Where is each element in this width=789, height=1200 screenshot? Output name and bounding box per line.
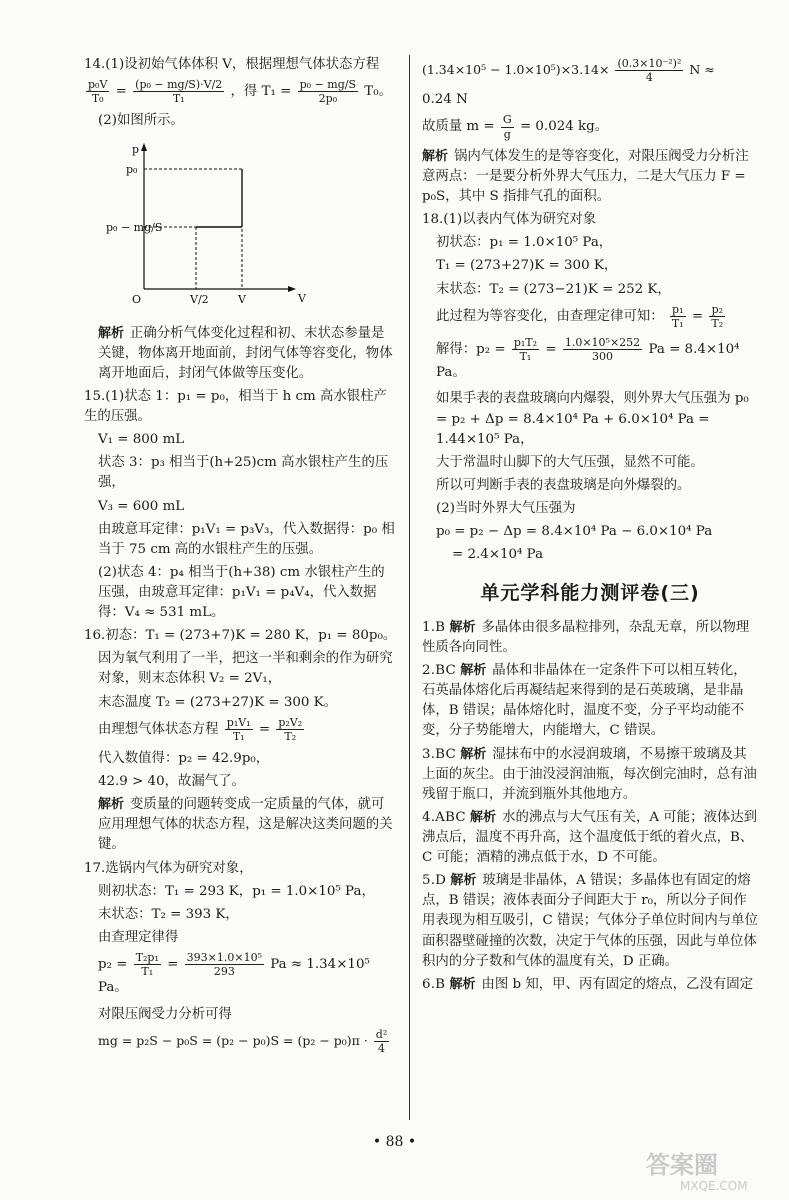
q16-line5: 代入数值得：p₂ = 42.9p₀， [98,751,270,767]
q18-line2: 初状态：p₁ = 1.0×10⁵ Pa， [436,235,613,251]
frac-num: p₁ [670,303,686,317]
answer-text: 由图 b 知，甲、丙有固定的熔点，乙没有固定 [481,976,754,992]
analysis-tag: 解析 [98,325,125,341]
frac-den: T₂ [711,316,724,330]
column-divider [409,55,410,1120]
eq-text: 此过程为等容变化，由查理定律可知： [436,308,664,324]
watermark-text: 答案圈 [646,1151,718,1179]
frac-num: p₁V₁ [226,715,251,729]
answer-text: 湿抹布中的水浸润玻璃，不易擦干玻璃及其上面的灰尘。由于油没浸润油瓶，每次倒完油时，总有油残留于瓶口，并流到瓶外其他地方。 [422,746,757,802]
q15-line3: 状态 3：p₃ 相当于(h+25)cm 高水银柱产生的压强， [98,455,389,491]
q16-line1: 16.初态：T₁ = (273+7)K = 280 K，p₁ = 80p₀。 [84,628,397,644]
answer-item [422,745,758,805]
analysis-tag: 解析 [449,619,476,635]
q17-line4: 由查理定律得 [98,929,179,945]
x-arrow-icon [288,286,296,292]
analysis-text: 变质量的问题转变成一定质量的气体，就可应用理想气体的状态方程，这是解决这类问题的关键。 [98,797,393,853]
frac-den: T₁ [519,350,532,364]
answer-number: 4.ABC [422,809,466,825]
frac-den: 4 [378,1041,386,1055]
q18-line6 [422,336,758,383]
q18-line7: 如果手表的表盘玻璃向内爆裂，则外界大气压强为 p₀ = p₂ + Δp = 8.4×10⁴ Pa + 6.0×10⁴ Pa = 1.44×10⁵ Pa， [436,391,749,447]
frac-den: 293 [213,965,235,979]
q18-line3: T₁ = (273+27)K = 300 K， [436,258,618,274]
q16-line6: 42.9 > 40，故漏气了。 [98,774,245,790]
frac-num: (0.3×10⁻²)² [617,57,682,70]
analysis-tag: 解析 [422,148,449,164]
analysis-text: 正确分析气体变化过程和初、末状态参量是关键，物体离开地面前，封闭气体等容变化，物体离开地面后，封闭气体做等压变化。 [98,325,393,381]
eq-text: p₂ = [98,957,128,973]
equals: = [115,84,127,100]
q18-line9: 所以可判断手表的表盘玻璃是向外爆裂的。 [436,477,691,493]
frac-num: G [502,113,512,127]
q17-line2: 则初状态：T₁ = 293 K，p₁ = 1.0×10⁵ Pa， [98,883,375,899]
frac-den: T₁ [172,92,185,106]
frac-num: p₂V₂ [278,715,303,729]
frac-den: T₁ [671,316,684,330]
equals: = [545,342,557,358]
eq-text: Pa = 8.4×10⁴ Pa。 [436,342,740,381]
eq-text: mg = p₂S − p₀S = (p₂ − p₀)S = (p₂ − p₀)π · [98,1032,368,1048]
analysis-tag: 解析 [449,976,476,992]
answer-item [422,975,758,995]
q17c-line3 [422,113,758,140]
frac-num: p₂ [709,303,725,317]
eq-text: N ≈ [689,62,715,78]
q17-line3: 末状态：T₂ = 393 K， [98,906,239,922]
left-column [84,55,397,1061]
q15-line2: V₁ = 800 mL [98,432,185,448]
answer-item [422,808,758,868]
answer-item [422,618,758,658]
analysis-text: 锅内气体发生的是等容变化，对限压阀受力分析注意两点：一是要分析外界大气压力，二是大气压力 F = p₀S，其中 S 指排气孔的面积。 [422,148,749,205]
answer-number: 6.B [422,976,446,992]
q18-line8: 大于常温时山脚下的大气压强，显然不可能。 [436,454,704,470]
page-number: • 88 • [372,1134,417,1150]
frac-den: 4 [645,71,653,85]
graph-x-label: V [298,291,306,305]
eq-text: Pa ≈ 1.34×10⁵ Pa。 [98,957,370,996]
graph-v-tick: V [238,292,246,306]
analysis-tag: 解析 [98,797,125,813]
q15-line5: 由玻意耳定律：p₁V₁ = p₃V₃，代入数据得：p₀ 相当于 75 cm 高的水银柱产生的压强。 [98,521,395,557]
q15-line6: (2)状态 4：p₄ 相当于(h+38) cm 水银柱产生的压强，由玻意耳定律：p₁V₁ = p₄V₄，代入数据得：V₄ ≈ 531 mL。 [98,564,385,621]
analysis-tag: 解析 [450,873,477,889]
graph-origin: O [132,292,142,306]
section-title: 单元学科能力测评卷(三) [480,582,700,605]
answer-text: 水的沸点与大气压有关，A 可能；液体达到沸点后，温度不再升高，这个温度低于纸的着火点，B、C 可能；酒精的沸点低于水，D 不可能。 [422,809,758,866]
frac-num: T₂p₁ [135,951,159,965]
answer-number: 1.B [422,619,446,635]
answer-list [422,618,758,995]
answer-text: 玻璃是非晶体，A 错误；多晶体也有固定的熔点，B 错误；液体表面分子间距大于 r₀，所以分子间作用表现为相互吸引，C 错误；气体分子单位时间内与单位面积器壁碰撞的次数，决定于气体的压强，因此与单位体积内的分子数和气体的温度有关，D 正确。 [422,873,758,969]
equals: = [258,721,271,737]
q14-line1: 14.(1)设初始气体体积 V，根据理想气体状态方程 [84,57,380,72]
frac-num: 1.0×10⁵×252 [564,336,641,349]
frac-num: 393×1.0×10⁵ [186,951,262,965]
analysis-tag: 解析 [470,809,497,825]
answer-text: 多晶体由很多晶粒排列，杂乱无章，所以物理性质各向同性。 [422,619,750,655]
graph-vhalf-tick: V/2 [190,292,209,306]
q15-line4: V₃ = 600 mL [98,498,185,514]
frac-den: 2p₀ [318,92,338,106]
q17c-analysis [422,147,758,207]
eq-text: = 0.024 kg。 [519,119,609,135]
q14-analysis [84,324,397,384]
frac-num: d² [375,1027,388,1041]
q18-line12: = 2.4×10⁴ Pa [452,547,544,563]
eq-text: 解得：p₂ = [436,342,506,358]
eq-text: (1.34×10⁵ − 1.0×10⁵)×3.14× [422,62,610,78]
q17-line6: 对限压阀受力分析可得 [98,1006,232,1022]
frac-den: T₀ [91,92,104,106]
q14-line2: (2)如图所示。 [98,113,184,129]
q17-line7 [84,1028,397,1055]
analysis-tag: 解析 [460,746,487,762]
q15-line1: 15.(1)状态 1：p₁ = p₀，相当于 h cm 高水银柱产生的压强。 [84,389,387,425]
graph-y-label: p [132,142,140,156]
frac-num: (p₀ − mg/S)·V/2 [135,78,223,92]
eq-text: ，得 T₁ = [230,84,292,100]
q14-equation [84,78,397,105]
q16-line2: 因为氧气利用了一半，把这一半和剩余的作为研究对象，则末态体积 V₂ = 2V₁， [98,651,393,687]
frac-num: p₁T₂ [513,336,538,349]
q16-analysis [84,795,397,855]
frac-num: p₀ − mg/S [299,78,357,92]
eq-text: 由理想气体状态方程 [98,721,219,737]
y-arrow-icon [141,143,147,151]
q18-line11: p₀ = p₂ − Δp = 8.4×10⁴ Pa − 6.0×10⁴ Pa [436,524,713,540]
frac-den: T₁ [232,729,245,743]
frac-num: p₀V [88,78,108,92]
q16-line3: 末态温度 T₂ = (273+27)K = 300 K。 [98,694,338,710]
answer-number: 2.BC [422,663,456,679]
answer-item [422,661,758,741]
equals: = [691,308,704,324]
answer-item [422,871,758,972]
frac-den: g [503,127,511,141]
answer-number: 3.BC [422,746,456,762]
q16-line4 [84,716,397,743]
watermark-url: MXQE.COM [680,1179,748,1193]
q17c-line2: 0.24 N [422,92,468,108]
q18-line5 [422,303,758,330]
analysis-tag: 解析 [460,663,487,679]
answer-text: 晶体和非晶体在一定条件下可以相互转化，石英晶体熔化后再凝结起来得到的是石英玻璃，是非晶体，B 错误；晶体熔化时，温度不变，分子平均动能不变，分子势能增大，内能增大，C 错误。 [422,663,747,739]
eq-text: T₀。 [364,84,392,100]
answer-number: 5.D [422,873,447,889]
q17-line5 [84,951,397,998]
watermark-logo [640,1145,780,1195]
q18-line4: 末状态：T₂ = (273−21)K = 252 K， [436,281,671,297]
pv-graph [104,139,344,309]
frac-den: T₁ [141,965,154,979]
q17-line1: 17.选锅内气体为研究对象， [84,860,253,876]
q18-line10: (2)当时外界大气压强为 [436,501,576,517]
graph-p0-tick: p₀ [126,162,138,176]
q17c-line1 [422,57,758,84]
q18-line1: 18.(1)以表内气体为研究对象 [422,212,597,228]
right-column [422,55,758,998]
eq-text: = [167,957,179,973]
eq-text: 故质量 m = [422,119,495,135]
frac-den: 300 [592,350,613,364]
frac-den: T₂ [284,729,297,743]
graph-p1-tick: p₀ − mg/S [106,220,163,234]
